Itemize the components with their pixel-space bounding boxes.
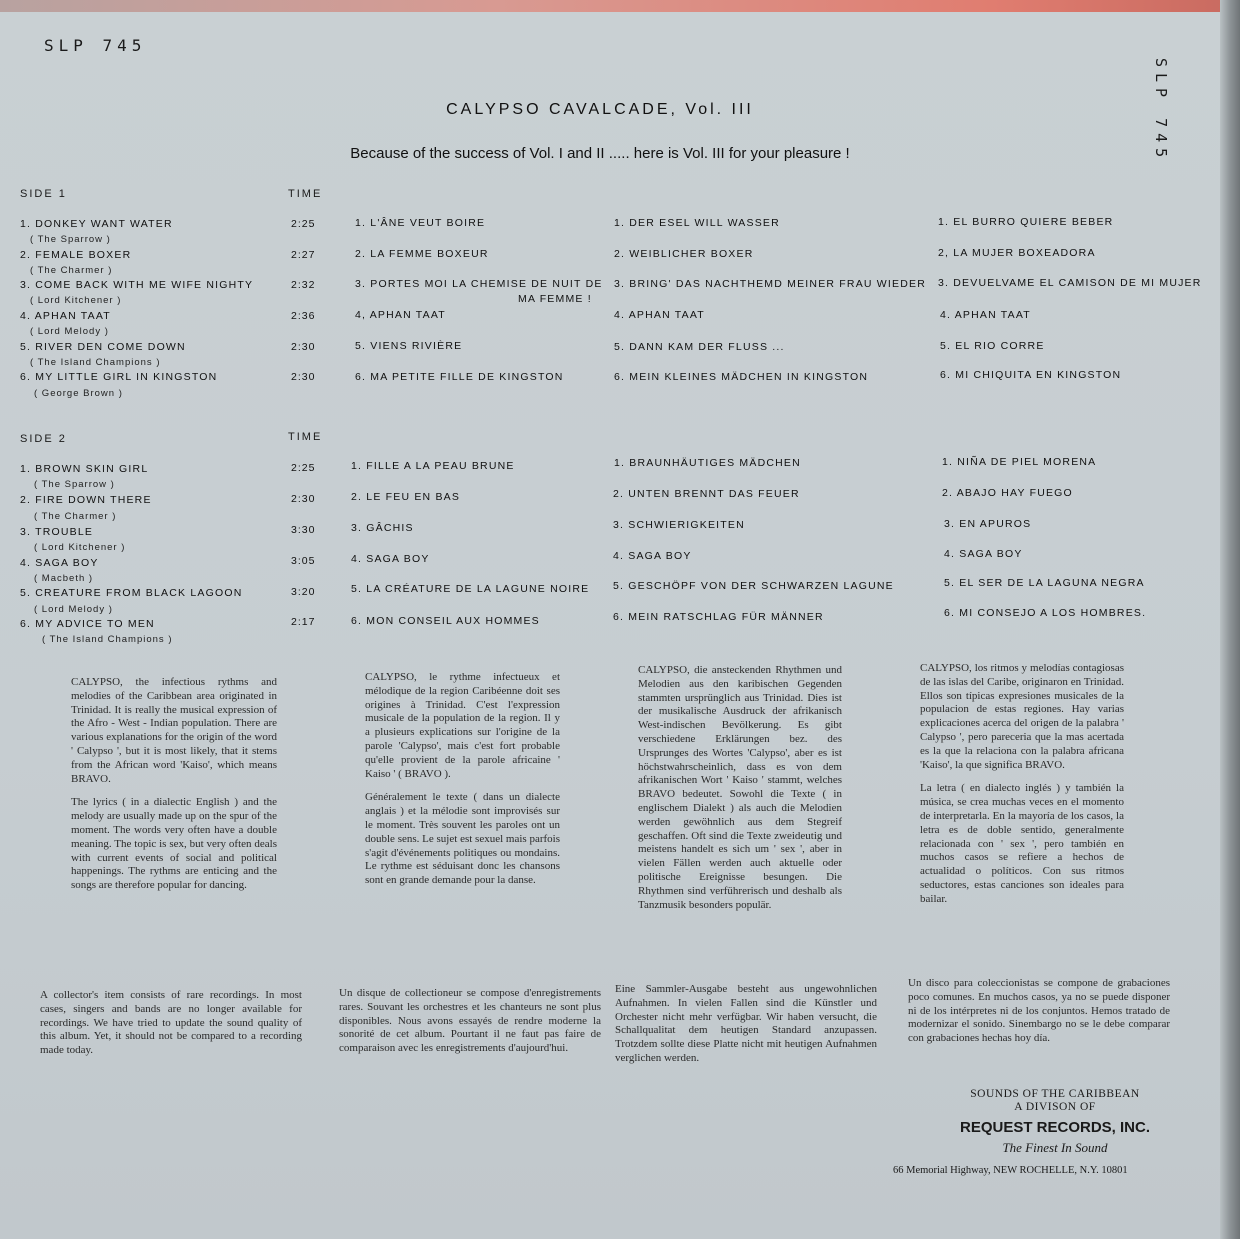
right-edge-band — [1220, 0, 1240, 1239]
track-spanish: 1. EL BURRO QUIERE BEBER — [938, 216, 1114, 228]
track-spanish: 3. DEVUELVAME EL CAMISON DE MI MUJER — [938, 277, 1202, 289]
notes-paragraph: CALYPSO, the infectious rythms and melodies of the Caribbean area originated in Trinidad. It is really the musical expression of the Afro - West - Indian population. There are various explanations for the origin of the word ' Calypso ', but it is most likely, that it stems from the African word 'Kaiso', which means BRAVO. — [71, 676, 277, 785]
track-title: 3. COME BACK WITH ME WIFE NIGHTY — [20, 279, 254, 291]
track-time: 2:17 — [291, 616, 316, 628]
label-company: REQUEST RECORDS, INC. — [959, 1119, 1151, 1136]
track-german: 6. MEIN RATSCHLAG FÜR MÄNNER — [613, 611, 824, 623]
track-artist: ( Macbeth ) — [34, 573, 94, 584]
side1-label: SIDE 1 — [20, 188, 67, 200]
track-french: 6. MA PETITE FILLE DE KINGSTON — [355, 371, 564, 383]
side2-time-header: TIME — [288, 431, 323, 443]
track-artist: ( Lord Kitchener ) — [30, 295, 122, 306]
track-german: 1. DER ESEL WILL WASSER — [614, 217, 780, 229]
notes-paragraph: A collector's item consists of rare recordings. In most cases, singers and bands are no longer available for recordings. We have tried to update the sound quality of this album. Yet, it should not be compared to a recording made today. — [40, 989, 302, 1057]
notes-paragraph: La letra ( en dialecto inglés ) y también la música, se crea muchas veces en el momento de interpretarla. En la mayoría de los casos, la letra es de doble sentido, generalmente relacionada con ' sex ', pero también en muchos casos se refiere a hechos de actualidad o políticos. Con sus ritmos seductores, estas canciones son ideales para bailar. — [920, 782, 1124, 905]
label-slogan: The Finest In Sound — [1002, 1140, 1108, 1155]
track-time: 2:25 — [291, 462, 316, 474]
track-artist: ( George Brown ) — [34, 388, 123, 399]
notes-paragraph: CALYPSO, le rythme infectueux et mélodique de la region Caribéenne doit ses origines à Trinidad. C'est l'expression musicale de la population de la region. Il y a plusieurs explications sur l'origine de la parole 'Calypso', mais c'est fort probable qu'elle provient de la parole africaine ' Kaiso ' ( BRAVO ). — [365, 671, 560, 780]
track-artist: ( The Sparrow ) — [34, 479, 115, 490]
liner-notes-english — [71, 676, 277, 903]
track-german: 5. GESCHÖPF VON DER SCHWARZEN LAGUNE — [613, 580, 894, 592]
track-spanish: 1. NIÑA DE PIEL MORENA — [942, 456, 1097, 468]
track-artist: ( The Island Champions ) — [30, 357, 161, 368]
track-spanish: 2, LA MUJER BOXEADORA — [938, 247, 1096, 259]
notes-paragraph: The lyrics ( in a dialectic English ) and the melody are usually made up on the spur of the moment. The words very often have a double meaning. The topic is sex, but very often deals with current events of social and political happenings. The rythms are enticing and the songs are therefore popular for dancing. — [71, 796, 277, 892]
track-german: 3. SCHWIERIGKEITEN — [613, 519, 745, 531]
collector-note-spanish — [908, 977, 1170, 1056]
top-edge-band — [0, 0, 1240, 12]
notes-paragraph: Un disque de collectioneur se compose d'enregistrements rares. Souvant les orchestres et les chanteurs ne sont plus disponibles. Nous avons essayés de rendre moderne la sonorité de cet album. Pourtant il ne faut pas faire de comparaison avec les enregistrements d'aujourd'hui. — [339, 987, 601, 1055]
track-artist: ( Lord Melody ) — [34, 604, 113, 615]
track-artist: ( The Charmer ) — [34, 511, 117, 522]
notes-paragraph: Un disco para coleccionistas se compone de grabaciones poco comunes. En muchos casos, ya no se puede disponer ni de los intérpretes ni de los conjuntos. Hemos tratado de modernizar el sonido. Sinembargo no se le debe comparar con grabaciones hechas hoy día. — [908, 977, 1170, 1045]
track-spanish: 3. EN APUROS — [944, 518, 1032, 530]
track-spanish: 5. EL RIO CORRE — [940, 340, 1045, 352]
track-artist: ( Lord Kitchener ) — [34, 542, 126, 553]
track-time: 3:20 — [291, 586, 316, 598]
track-spanish: 6. MI CHIQUITA EN KINGSTON — [940, 369, 1122, 381]
track-german: 5. DANN KAM DER FLUSS ... — [614, 341, 785, 353]
side1-time-header: TIME — [288, 188, 323, 200]
side2-label: SIDE 2 — [20, 433, 67, 445]
track-german: 1. BRAUNHÄUTIGES MÄDCHEN — [614, 457, 801, 469]
label-line-2: A DIVISON OF — [1014, 1101, 1096, 1113]
record-label-block — [940, 1088, 1170, 1156]
track-time: 2:30 — [291, 341, 316, 353]
track-time: 2:27 — [291, 249, 316, 261]
track-title: 2. FIRE DOWN THERE — [20, 494, 152, 506]
track-french: 2. LE FEU EN BAS — [351, 491, 461, 503]
track-time: 3:05 — [291, 555, 316, 567]
track-french-cont: MA FEMME ! — [518, 293, 592, 305]
track-french: 3. PORTES MOI LA CHEMISE DE NUIT DE — [355, 278, 603, 290]
track-german: 3. BRING' DAS NACHTHEMD MEINER FRAU WIEDER — [614, 278, 927, 290]
track-spanish: 6. MI CONSEJO A LOS HOMBRES. — [944, 607, 1147, 619]
track-title: 4. APHAN TAAT — [20, 310, 111, 322]
track-time: 2:25 — [291, 218, 316, 230]
track-german: 4. SAGA BOY — [613, 550, 692, 562]
track-french: 1. L'ÂNE VEUT BOIRE — [355, 217, 486, 229]
track-french: 4, APHAN TAAT — [355, 309, 446, 321]
track-title: 5. RIVER DEN COME DOWN — [20, 341, 186, 353]
notes-paragraph: CALYPSO, die ansteckenden Rhythmen und Melodien aus den karibischen Gegenden stammten ursprünglich aus Trinidad. Dies ist der musikalische Ausdruck der afrikanisch West-indischen Bevölkerung. Es gibt verschiedene Erklärungen bez. des Ursprunges des Wortes 'Calypso', aber es ist höchstwahrscheinlich, dass es von dem afrikanischen Wort ' Kaiso ' stammt, welches BRAVO bedeutet. Sowohl die Texte ( in englischem Dialekt ) als auch die Melodien werden gewöhnlich aus dem Stegreif geschaffen. Oft sind die Texte zweideutig und meistens handelt es sich um ' sex ', aber in vielen Fällen werden auch aktuelle oder politische Ereignisse besungen. Die Rhythmen sind verführerisch und deshalb als Tanzmusik besonders populär. — [638, 664, 842, 911]
track-title: 1. DONKEY WANT WATER — [20, 218, 173, 230]
track-french: 1. FILLE A LA PEAU BRUNE — [351, 460, 515, 472]
notes-paragraph: Eine Sammler-Ausgabe besteht aus ungewohnlichen Aufnahmen. In vielen Fallen sind die Künstler und Orchester nicht mehr verfügbar. Wir haben versucht, die Schallqualitat dem heutigen Standard anzupassen. Trotzdem sollte diese Platte nicht mit heutigen Aufnahmen verglichen werden. — [615, 983, 877, 1064]
track-german: 4. APHAN TAAT — [614, 309, 705, 321]
track-time: 3:30 — [291, 524, 316, 536]
notes-paragraph: Généralement le texte ( dans un dialecte anglais ) et la mélodie sont improvisés sur le moment. Très souvent les paroles ont un double sens. Le sujet est sexuel mais parfois s'agit d'événements politiques ou mondains. Le rythme est séduisant donc les chansons sont en grande demande pour la danse. — [365, 791, 560, 887]
track-spanish: 4. SAGA BOY — [944, 548, 1023, 560]
track-german: 6. MEIN KLEINES MÄDCHEN IN KINGSTON — [614, 371, 869, 383]
catalog-number-spine: SLP 745 — [1152, 58, 1170, 164]
track-artist: ( The Sparrow ) — [30, 234, 111, 245]
catalog-number: SLP 745 — [44, 36, 147, 55]
track-title: 5. CREATURE FROM BLACK LAGOON — [20, 587, 243, 599]
liner-notes-german — [638, 664, 842, 922]
collector-note-french — [339, 987, 601, 1066]
track-german: 2. WEIBLICHER BOXER — [614, 248, 754, 260]
album-title: CALYPSO CAVALCADE, Vol. III — [446, 101, 754, 118]
collector-note-german — [615, 983, 877, 1076]
track-artist: ( Lord Melody ) — [30, 326, 109, 337]
track-french: 5. LA CRÉATURE DE LA LAGUNE NOIRE — [351, 583, 590, 595]
collector-note-english — [40, 989, 302, 1068]
track-title: 4. SAGA BOY — [20, 557, 99, 569]
liner-notes-spanish — [920, 662, 1124, 917]
track-time: 2:32 — [291, 279, 316, 291]
track-french: 5. VIENS RIVIÈRE — [355, 340, 463, 352]
label-line-1: SOUNDS OF THE CARIBBEAN — [970, 1088, 1140, 1100]
track-french: 6. MON CONSEIL AUX HOMMES — [351, 615, 540, 627]
notes-paragraph: CALYPSO, los ritmos y melodías contagiosas de las islas del Caribe, originaron en Trinidad. Ellos son típicas expresiones musicales de la populacion de estas regiones. Hay varias explicaciones acerca del origen de la palabra ' Calypso ', pero pareceria que la mas acertada es la que la relaciona con la palabra africana 'Kaiso', la que significa BRAVO. — [920, 662, 1124, 771]
track-german: 2. UNTEN BRENNT DAS FEUER — [613, 488, 800, 500]
track-spanish: 4. APHAN TAAT — [940, 309, 1031, 321]
label-address: 66 Memorial Highway, NEW ROCHELLE, N.Y. 10801 — [893, 1165, 1128, 1176]
track-title: 2. FEMALE BOXER — [20, 249, 132, 261]
track-french: 2. LA FEMME BOXEUR — [355, 248, 489, 260]
track-title: 1. BROWN SKIN GIRL — [20, 463, 149, 475]
track-title: 6. MY ADVICE TO MEN — [20, 618, 155, 630]
track-title: 3. TROUBLE — [20, 526, 94, 538]
album-subtitle: Because of the success of Vol. I and II ..... here is Vol. III for your pleasure ! — [350, 145, 850, 162]
track-french: 4. SAGA BOY — [351, 553, 430, 565]
track-title: 6. MY LITTLE GIRL IN KINGSTON — [20, 371, 218, 383]
track-time: 2:36 — [291, 310, 316, 322]
track-spanish: 2. ABAJO HAY FUEGO — [942, 487, 1073, 499]
track-time: 2:30 — [291, 493, 316, 505]
liner-notes-french — [365, 671, 560, 898]
track-artist: ( The Charmer ) — [30, 265, 113, 276]
track-french: 3. GÂCHIS — [351, 522, 414, 534]
track-time: 2:30 — [291, 371, 316, 383]
track-artist: ( The Island Champions ) — [42, 634, 173, 645]
track-spanish: 5. EL SER DE LA LAGUNA NEGRA — [944, 577, 1145, 589]
